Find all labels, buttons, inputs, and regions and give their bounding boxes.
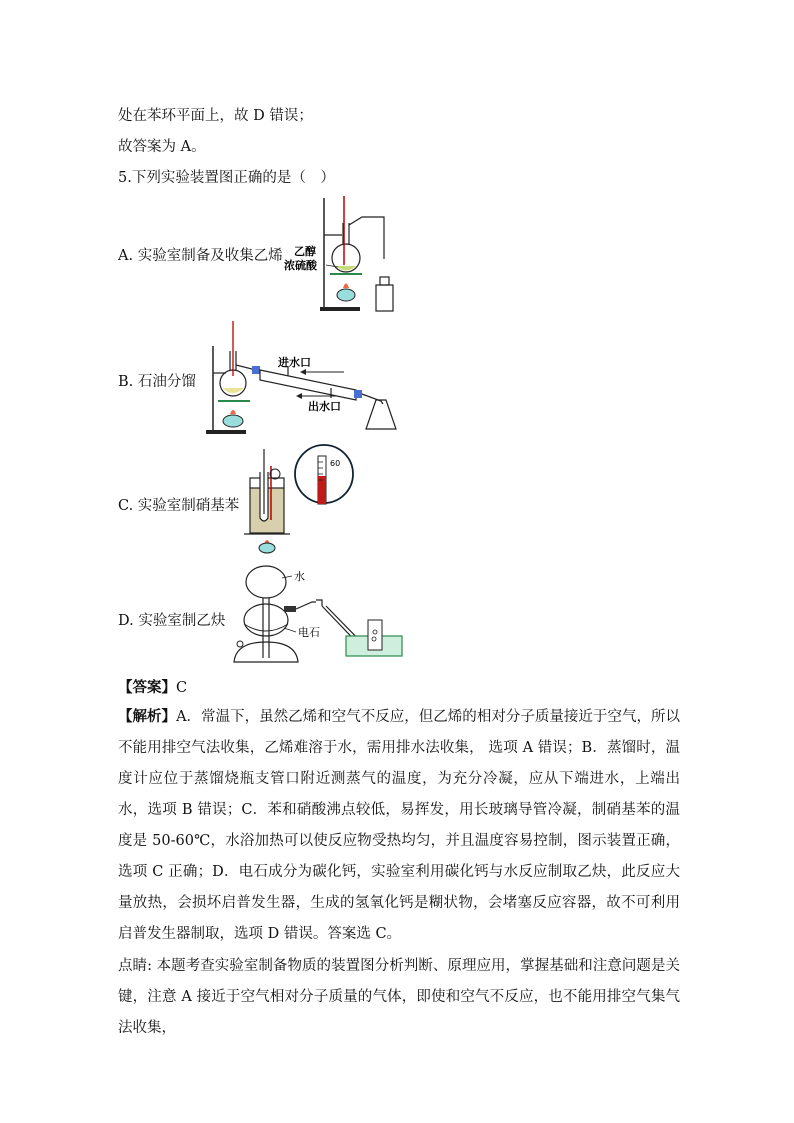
figure-ethylene-apparatus (284, 193, 410, 318)
figure-distillation-apparatus (196, 318, 436, 436)
question-5-stem: 5.下列实验装置图正确的是（ ） (118, 170, 335, 186)
analysis-text: A．常温下，虽然乙烯和空气不反应，但乙烯的相对分子质量接近于空气，所以不能用排空气法收集，乙烯难溶于水，需用排水法收集， 选项 A 错误；B．蒸馏时，温度计应位于蒸馏烧瓶支管口附近测蒸气的温度，为充分冷凝，应从下端进水，上端出水，选项 B 错误；C．苯和硝酸沸点较低，易挥发，用长玻璃导管冷凝，制硝基苯的温度是 50-60℃，水浴加热可以使反应物受热均匀，并且温度容易控制，图示装置正确，选项 C 正确；D．电石成分为碳化钙，实验室利用碳化钙与水反应制取乙炔，此反应大量放热，会损坏启普发生器，生成的氢氧化钙是糊状物，会堵塞反应容器，故不可利用启普发生器制取，选项 D 错误。答案选 C。 (118, 709, 681, 942)
label-calcium-carbide: 电石 (298, 626, 320, 639)
answer-value: C (176, 680, 188, 696)
label-water-outlet: 出水口 (308, 400, 341, 413)
figure-acetylene-apparatus (226, 562, 408, 666)
text-line-1: 处在苯环平面上，故 D 错误； (118, 108, 313, 124)
option-a-label: A. 实验室制备及收集乙烯 (118, 248, 283, 264)
option-c-label: C. 实验室制硝基苯 (118, 498, 240, 514)
comment-paragraph: 点睛: 本题考查实验室制备物质的装置图分析判断、原理应用，掌握基础和注意问题是关键，注意 A 接近于空气相对分子质量的气体，即使和空气不反应，也不能用排空气集气法收集， (118, 958, 680, 1036)
label-water-inlet: 进水口 (278, 356, 311, 369)
option-b-label: B. 石油分馏 (118, 374, 196, 390)
label-temp-60: 60 (330, 459, 341, 468)
answer-line (118, 676, 187, 697)
analysis-paragraph (118, 701, 680, 950)
label-water: 水 (294, 570, 305, 583)
text-line-2: 故答案为 A。 (118, 139, 206, 155)
option-d-label: D. 实验室制乙炔 (118, 613, 226, 629)
answer-title: 【答案】 (118, 679, 176, 696)
figure-nitrobenzene-apparatus (238, 444, 356, 556)
analysis-title: 【解析】 (118, 708, 177, 725)
label-conc-sulfuric-acid: 浓硫酸 (284, 259, 317, 272)
label-ethanol: 乙醇 (294, 245, 316, 258)
